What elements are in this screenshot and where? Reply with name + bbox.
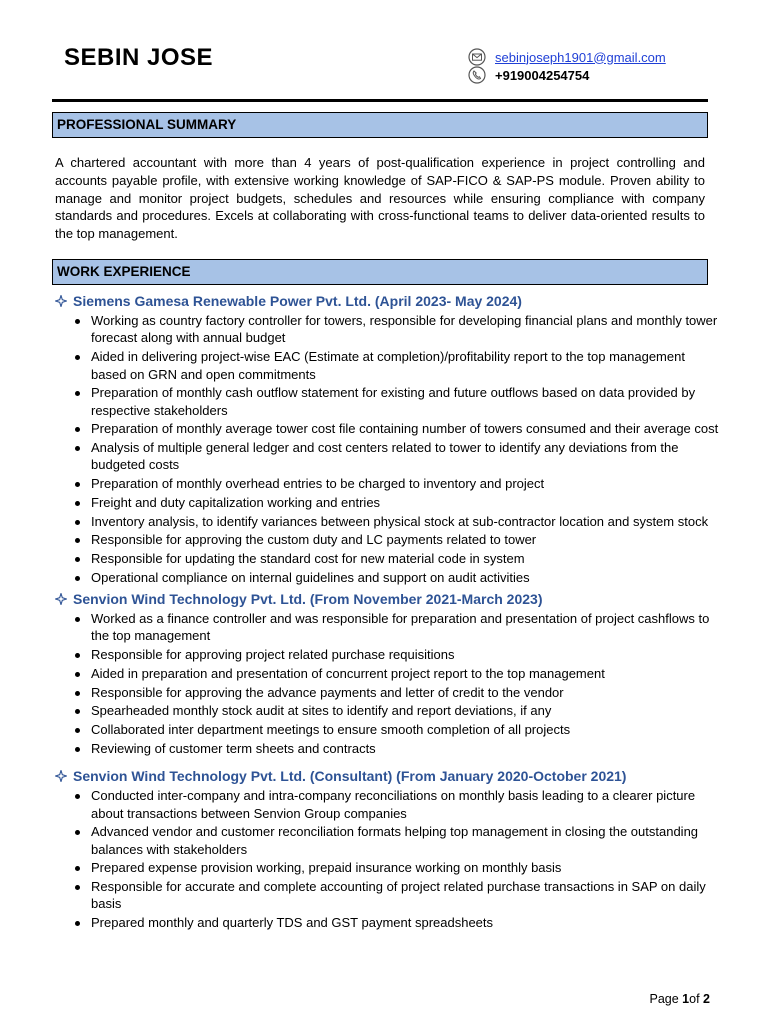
bullet-list (55, 312, 720, 586)
email-link[interactable]: sebinjoseph1901@gmail.com (495, 49, 666, 65)
list-item: Prepared monthly and quarterly TDS and GST payment spreadsheets (55, 914, 720, 931)
phone-icon (468, 66, 486, 84)
list-item: Responsible for approving the custom duty and LC payments related to tower (55, 531, 720, 548)
job-entry (55, 767, 720, 931)
bullet-list (55, 787, 720, 931)
list-item: Freight and duty capitalization working and entries (55, 494, 720, 511)
page-number: Page 1of 2 (649, 992, 710, 1006)
list-item: Responsible for updating the standard cost for new material code in system (55, 550, 720, 567)
email-icon (468, 48, 486, 66)
list-item: Prepared expense provision working, prepaid insurance working on monthly basis (55, 859, 720, 876)
list-item: Responsible for approving the advance payments and letter of credit to the vendor (55, 684, 720, 701)
email-row (468, 48, 666, 66)
list-item: Aided in delivering project-wise EAC (Estimate at completion)/profitability report to the top management based on GRN and open commitments (55, 348, 720, 383)
list-item: Conducted inter-company and intra-company reconciliations on monthly basis leading to a clearer picture about transactions between Senvion Group companies (55, 787, 720, 822)
phone-number: +919004254754 (495, 67, 590, 83)
job-entry (55, 590, 720, 757)
list-item: Spearheaded monthly stock audit at sites to identify and report deviations, if any (55, 702, 720, 719)
diamond-bullet-icon (55, 295, 67, 307)
candidate-name: SEBIN JOSE (64, 44, 214, 71)
job-title: Siemens Gamesa Renewable Power Pvt. Ltd. (April 2023- May 2024) (55, 292, 720, 310)
diamond-bullet-icon (55, 593, 67, 605)
job-title: Senvion Wind Technology Pvt. Ltd. (From November 2021-March 2023) (55, 590, 720, 608)
list-item: Preparation of monthly cash outflow statement for existing and future outflows based on data provided by respective stakeholders (55, 384, 720, 419)
list-item: Reviewing of customer term sheets and contracts (55, 740, 720, 757)
bullet-list (55, 610, 720, 757)
list-item: Responsible for accurate and complete accounting of project related purchase transactions in SAP on daily basis (55, 878, 720, 913)
section-heading-work: WORK EXPERIENCE (52, 259, 708, 285)
list-item: Working as country factory controller for towers, responsible for developing financial plans and monthly tower forecast along with annual budget (55, 312, 720, 347)
list-item: Aided in preparation and presentation of concurrent project report to the top management (55, 665, 720, 682)
diamond-bullet-icon (55, 770, 67, 782)
list-item: Advanced vendor and customer reconciliation formats helping top management in closing the outstanding balances with stakeholders (55, 823, 720, 858)
list-item: Operational compliance on internal guidelines and support on audit activities (55, 569, 720, 586)
summary-text: A chartered accountant with more than 4 years of post-qualification experience in project controlling and accounts payable profile, with extensive working knowledge of SAP-FICO & SAP-PS module. Proven ability to manage and monitor project budgets, schedules and resources while ensuring compliance with company standards and procedures. Excels at collaborating with cross-functional teams to deliver data-oriented results to the top management. (55, 155, 705, 242)
job-entry (55, 292, 720, 586)
list-item: Preparation of monthly overhead entries to be charged to inventory and project (55, 475, 720, 492)
job-title: Senvion Wind Technology Pvt. Ltd. (Consultant) (From January 2020-October 2021) (55, 767, 720, 785)
list-item: Inventory analysis, to identify variances between physical stock at sub-contractor location and system stock (55, 513, 720, 530)
list-item: Analysis of multiple general ledger and cost centers related to tower to identify any deviations from the budgeted costs (55, 439, 720, 474)
phone-row (468, 66, 589, 84)
section-heading-summary: PROFESSIONAL SUMMARY (52, 112, 708, 138)
list-item: Collaborated inter department meetings to ensure smooth completion of all projects (55, 721, 720, 738)
list-item: Responsible for approving project related purchase requisitions (55, 646, 720, 663)
work-experience (55, 292, 720, 933)
list-item: Preparation of monthly average tower cost file containing number of towers consumed and their average cost (55, 420, 720, 437)
list-item: Worked as a finance controller and was responsible for preparation and presentation of project cashflows to the top management (55, 610, 720, 645)
header-divider (52, 99, 708, 102)
